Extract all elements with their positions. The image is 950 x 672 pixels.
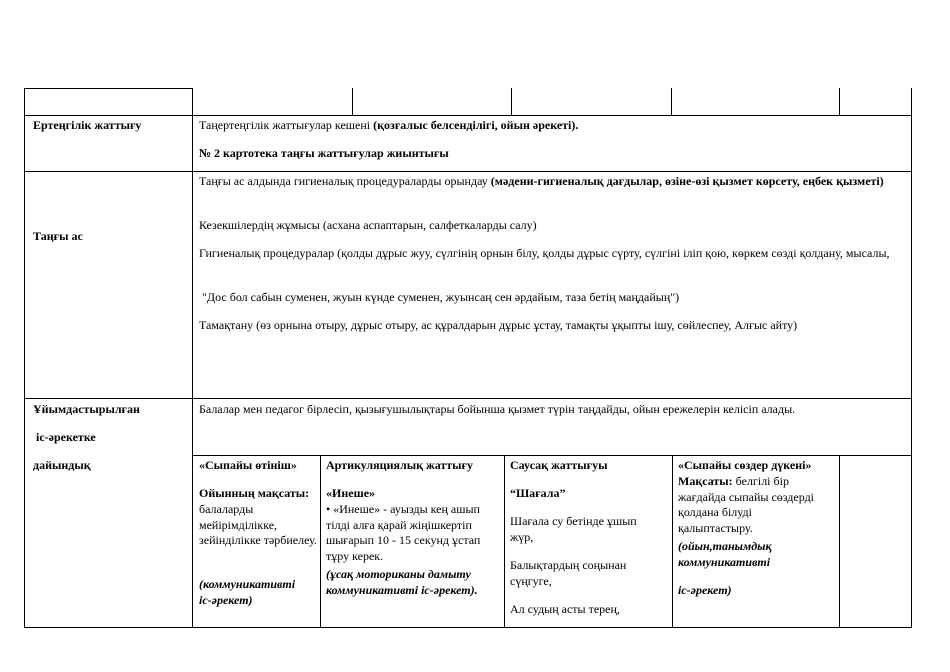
articulation-text: • «Инеше» - ауызды кең ашып тілді алға қарай жіңішкертіп шығарып 10 - 15 секунд ұстап тұру керек. [326,502,481,563]
row-label-organized: Ұйымдастырылған [33,402,140,416]
organized-intro: Балалар мен педагог бірлесіп, қызығушылықтары бойынша қызмет түрін таңдайды, ойын ережелерін келісіп алады. [199,402,796,416]
morning-exercise-type: (қозғалыс белсенділігі, ойын әрекеті). [373,118,579,132]
game-title: «Сыпайы өтініш» [199,458,297,472]
table-border [511,88,512,116]
poem-line: Ал судың асты терең, [510,602,620,616]
polite-words-title: «Сыпайы сөздер дүкені» [678,458,812,472]
row-label-breakfast: Таңғы ас [33,229,83,243]
polite-words-goal [678,474,826,536]
finger-exercise-subtitle: “Шағала” [510,486,566,500]
row-label-organized: дайындық [33,458,91,472]
activity-tag: (коммуникативті іс-әрекет) [199,577,296,607]
table-border [192,88,193,628]
activity-tag: (ұсақ моториканы дамыту коммуникативті іс-әрекет). [326,567,478,597]
table-border [671,88,672,116]
breakfast-skills: (мәдени-гигиеналық дағдылар, өзіне-өзі қызмет көрсету, еңбек қызметі) [490,174,884,188]
table-border [24,115,912,116]
breakfast-text: Таңғы ас алдында гигиеналық процедураларды орындау [199,174,491,188]
breakfast-paragraph [199,174,904,190]
breakfast-paragraph: Кезекшілердің жұмысы (асхана аспаптарын, салфеткаларды салу) [199,218,537,232]
table-border [839,455,840,628]
poem-line: Шағала су бетінде ұшып жүр, [510,514,637,544]
breakfast-paragraph: "Дос бол сабын суменен, жуын күнде суменен, жуынсаң сен әрдайым, таза бетің маңдайың") [199,290,680,304]
polite-words-goal-label: Мақсаты: [678,474,733,488]
finger-exercise-title: Саусақ жаттығуы [510,458,608,472]
table-border [839,88,840,116]
breakfast-paragraph: Тамақтану (өз орнына отыру, дұрыс отыру, ас құралдарын дұрыс ұстау, тамақты ұқыпты ішу, сөйлеспеу, Алғыс айту) [199,318,798,332]
morning-exercise-line [199,118,904,134]
polite-words-goal-text: белгілі бір жағдайда сыпайы сөздерді қолдана білуді қалыптастыру. [678,474,815,535]
table-border [24,171,912,172]
table-border [320,455,321,628]
table-border [24,88,192,89]
row-label-morning-exercise: Ертеңгілік жаттығу [33,118,142,132]
morning-exercise-card: № 2 картотека таңғы жаттығулар жиынтығы [199,146,449,160]
activity-tag: (ойын,танымдық коммуникативті [678,539,772,569]
game-goal-text: балаларды мейірімділікке, зейінділікке тәрбиелеу. [199,502,317,547]
table-border [24,88,25,628]
activity-tag: іс-әрекет) [678,583,732,597]
morning-exercise-text: Таңертеңгілік жаттығулар кешені [199,118,374,132]
table-border [24,627,912,628]
breakfast-paragraph: Гигиеналық процедуралар (қолды дұрыс жуу, сүлгінің орнын білу, қолды дұрыс сүрту, сүлгіні іліп қою, көркем сөзді қолдану, мысалы, [199,246,890,260]
table-border [911,88,912,628]
table-border [24,398,912,399]
table-border [672,455,673,628]
game-goal-label: Ойынның мақсаты: [199,486,310,500]
table-border [504,455,505,628]
articulation-subtitle: «Инеше» [326,486,376,500]
table-border [192,455,912,456]
poem-line: Балықтардың соңынан сүңгуге, [510,558,627,588]
table-border [352,88,353,116]
articulation-title: Артикуляциялық жаттығу [326,458,473,472]
row-label-organized: іс-әрекетке [33,430,96,444]
